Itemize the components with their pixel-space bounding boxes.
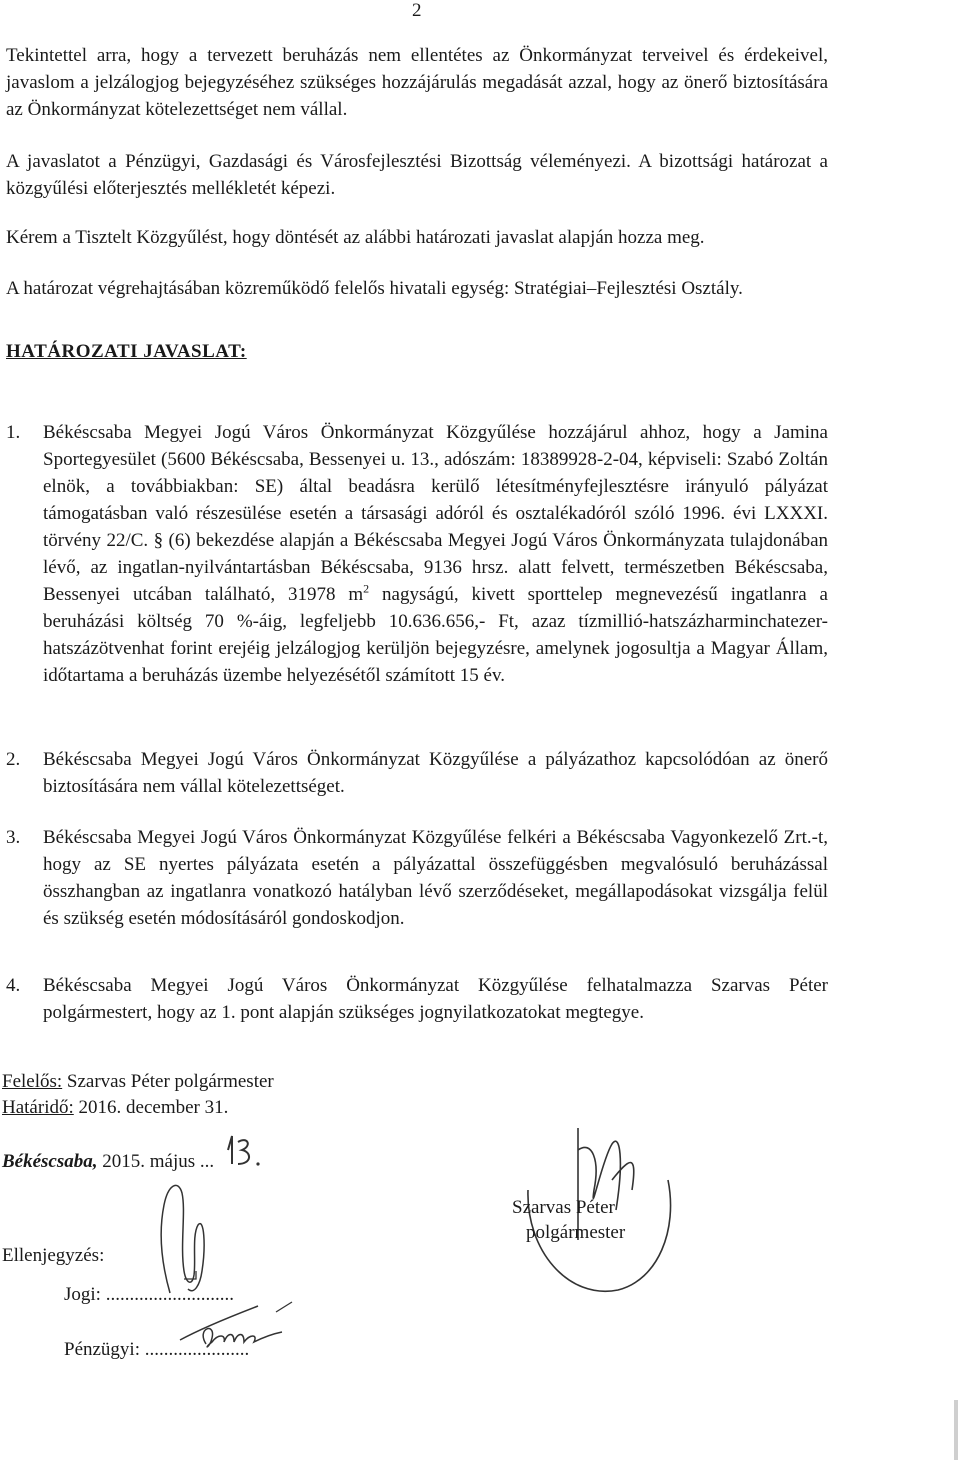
- paragraph-request: Kérem a Tisztelt Közgyűlést, hogy döntését az alábbi határozati javaslat alapján hozza meg.: [6, 227, 705, 248]
- resolution-heading: HATÁROZATI JAVASLAT:: [6, 341, 247, 362]
- responsible-line: Felelős: Szarvas Péter polgármester: [2, 1071, 274, 1092]
- item-text: Békéscsaba Megyei Jogú Város Önkormányzat Közgyűlése a pályázathoz kapcsolódóan az önerő biztosítására nem vállal kötelezettséget.: [43, 749, 828, 797]
- place-date-line: Békéscsaba, 2015. május ...: [2, 1151, 215, 1172]
- finance-signature: [172, 1298, 312, 1358]
- countersign-label: Ellenjegyzés:: [2, 1245, 105, 1266]
- item-text: Békéscsaba Megyei Jogú Város Önkormányzat Közgyűlése hozzájárul ahhoz, hogy a Jamina Sportegyesület (5600 Békéscsaba, Bessenyei u. 13., adószám: 18389928-2-04, képviseli: Szabó Zoltán elnök, a továbbiakban: SE) által beadásra kerülő létesítményfejlesztésre irányuló pályázat támogatásban való részesülése esetén a társasági adóról és osztalékadóról szóló 1996. évi LXXXI. törvény 22/C. § (6) bekezdése alapján a Békéscsaba Megyei Jogú Város Önkormányzata tulajdonában lévő, az ingatlan-nyilvántartásban Békéscsaba, 9136 hrsz. alatt felvett, természetben Békéscsaba, Bessenyei utcában található, 31978 $m^2$ nagyságú, kivett sporttelep megnevezésű ingatlanra a beruházási költség 70 %-áig, legfeljebb 10.636.656,- Ft, azaz tízmillió-hatszázharminchatezer-hatszázötvenhat forint erejéig jelzálogjog kerüljön bejegyzésre, amelynek jogosultja a Magyar Állam, időtartama a beruházás üzembe helyezésétől számított 15 év.: [43, 422, 828, 686]
- item-number: 1.: [6, 422, 21, 443]
- finance-countersign-line: Pénzügyi: ......................: [64, 1339, 250, 1360]
- item-number: 3.: [6, 827, 21, 848]
- signer-title: polgármester: [526, 1222, 626, 1243]
- paragraph-justification: Tekintettel arra, hogy a tervezett beruházás nem ellentétes az Önkormányzat terveivel és érdekeivel, javaslom a jelzálogjog bejegyzéséhez szükséges hozzájárulás megadását azzal, hogy az önerő biztosítására az Önkormányzat kötelezettséget nem vállal.: [6, 45, 828, 120]
- signer-name: Szarvas Péter: [512, 1197, 615, 1218]
- page-number: 2: [412, 0, 422, 21]
- item-text: Békéscsaba Megyei Jogú Város Önkormányzat Közgyűlése felkéri a Békéscsaba Vagyonkezelő Zrt.-t, hogy az SE nyertes pályázata esetén a pályázattal összefüggésben megvalósuló beruházással összhangban az ingatlanra vonatkozó hatályban lévő szerződéseket, megállapodásokat vizsgálja felül és szükség esetén módosításáról gondoskodjon.: [43, 827, 828, 929]
- paragraph-committee-opinion: A javaslatot a Pénzügyi, Gazdasági és Városfejlesztési Bizottság véleményezi. A bizottsági határozat a közgyűlési előterjesztés mellékletét képezi.: [6, 151, 828, 199]
- item-number: 4.: [6, 975, 21, 996]
- item-number: 2.: [6, 749, 21, 770]
- handwritten-day-mark: [222, 1130, 282, 1178]
- paragraph-responsible-unit: A határozat végrehajtásában közreműködő felelős hivatali egység: Stratégiai–Fejlesztési Osztály.: [6, 278, 743, 299]
- item-text: Békéscsaba Megyei Jogú Város Önkormányzat Közgyűlése felhatalmazza Szarvas Péter polgármestert, hogy az 1. pont alapján szükséges jognyilatkozatokat megtegye.: [43, 975, 828, 1023]
- legal-countersign-line: Jogi: ...........................: [64, 1284, 234, 1305]
- scan-edge-mark: [954, 1400, 958, 1460]
- deadline-line: Határidő: 2016. december 31.: [2, 1097, 229, 1118]
- legal-signature: [140, 1175, 230, 1305]
